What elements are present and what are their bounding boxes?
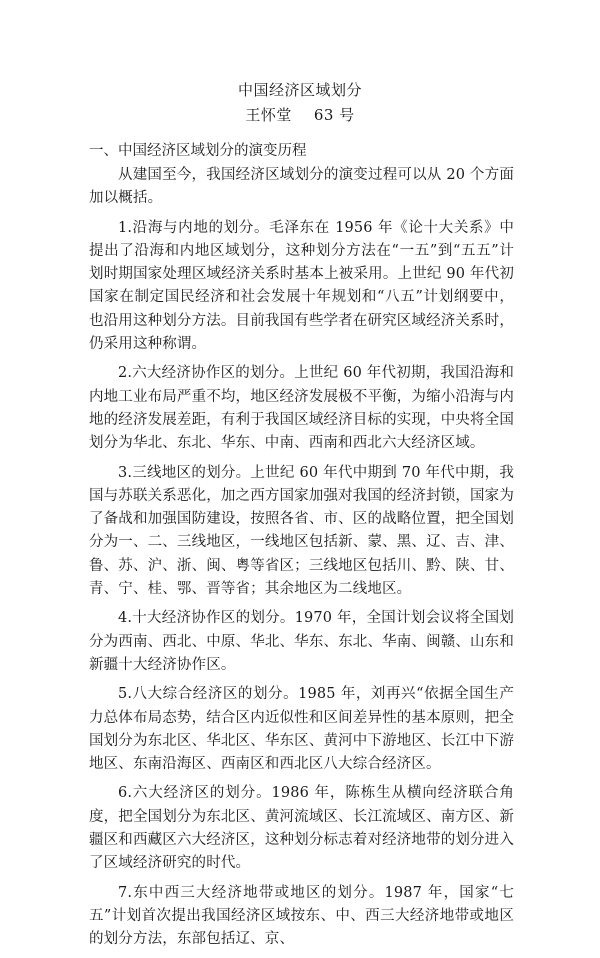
section-heading: 一、中国经济区域划分的演变历程	[89, 143, 307, 159]
document-title: 中国经济区域划分	[237, 81, 362, 99]
paragraph-1: 1.沿海与内地的划分。毛泽东在 1956 年《论十大关系》中提出了沿海和内地区域划分，这种划分方法在“一五”到“五五”计划时期国家处理区域经济关系时基本上被采用。上世纪 90 年代初国家在制定国民经济和社会发展十年规划和“八五”计划纲要中，也沿用这种划分方法。目前我国有些学者在研究区域经济关系时，仍采用这种称谓。	[89, 219, 514, 353]
author-line	[0, 104, 600, 125]
paragraph-6: 6.六大经济区的划分。1986 年，陈栋生从横向经济联合角度，把全国划分为东北区、黄河流域区、长江流域区、南方区、新疆区和西藏区六大经济区，这种划分标志着对经济地带的划分进入了区域经济研究的时代。	[89, 785, 514, 872]
author-number: 63 号	[313, 106, 355, 124]
paragraph-3: 3.三线地区的划分。上世纪 60 年代中期到 70 年代中期，我国与苏联关系恶化，加之西方国家加强对我国的经济封锁，国家为了备战和加强国防建设，按照各省、市、区的战略位置，把全国划分为一、二、三线地区，一线地区包括新、蒙、黑、辽、吉、津、鲁、苏、沪、浙、闽、粤等省区；三线地区包括川、黔、陕、甘、青、宁、桂、鄂、晋等省；其余地区为二线地区。	[89, 464, 514, 598]
paragraph-intro: 从建国至今，我国经济区域划分的演变过程可以从 20 个方面加以概括。	[89, 167, 514, 207]
paragraph-7: 7.东中西三大经济地带或地区的划分。1987 年，国家“七五”计划首次提出我国经济区域按东、中、西三大经济地带或地区的划分方法，东部包括辽、京、	[89, 884, 514, 948]
author-name: 王怀堂	[245, 106, 292, 124]
paragraph-5: 5.八大综合经济区的划分。1985 年，刘再兴“依据全国生产力总体布局态势，结合区内近似性和区间差异性的基本原则，把全国划分为东北区、华北区、华东区、黄河中下游地区、长江中下游地区、东南沿海区、西南区和西北区八大综合经济区。	[89, 686, 514, 773]
document-body	[89, 140, 514, 958]
paragraph-4: 4.十大经济协作区的划分。1970 年，全国计划会议将全国划分为西南、西北、中原、华北、华东、东北、华南、闽赣、山东和新疆十大经济协作区。	[89, 610, 514, 673]
paragraph-2: 2.六大经济协作区的划分。上世纪 60 年代初期，我国沿海和内地工业布局严重不均，地区经济发展极不平衡，为缩小沿海与内地的经济发展差距，有利于我国区域经济目标的实现，中央将全国划分为华北、东北、华东、中南、西南和西北六大经济区域。	[89, 365, 514, 452]
